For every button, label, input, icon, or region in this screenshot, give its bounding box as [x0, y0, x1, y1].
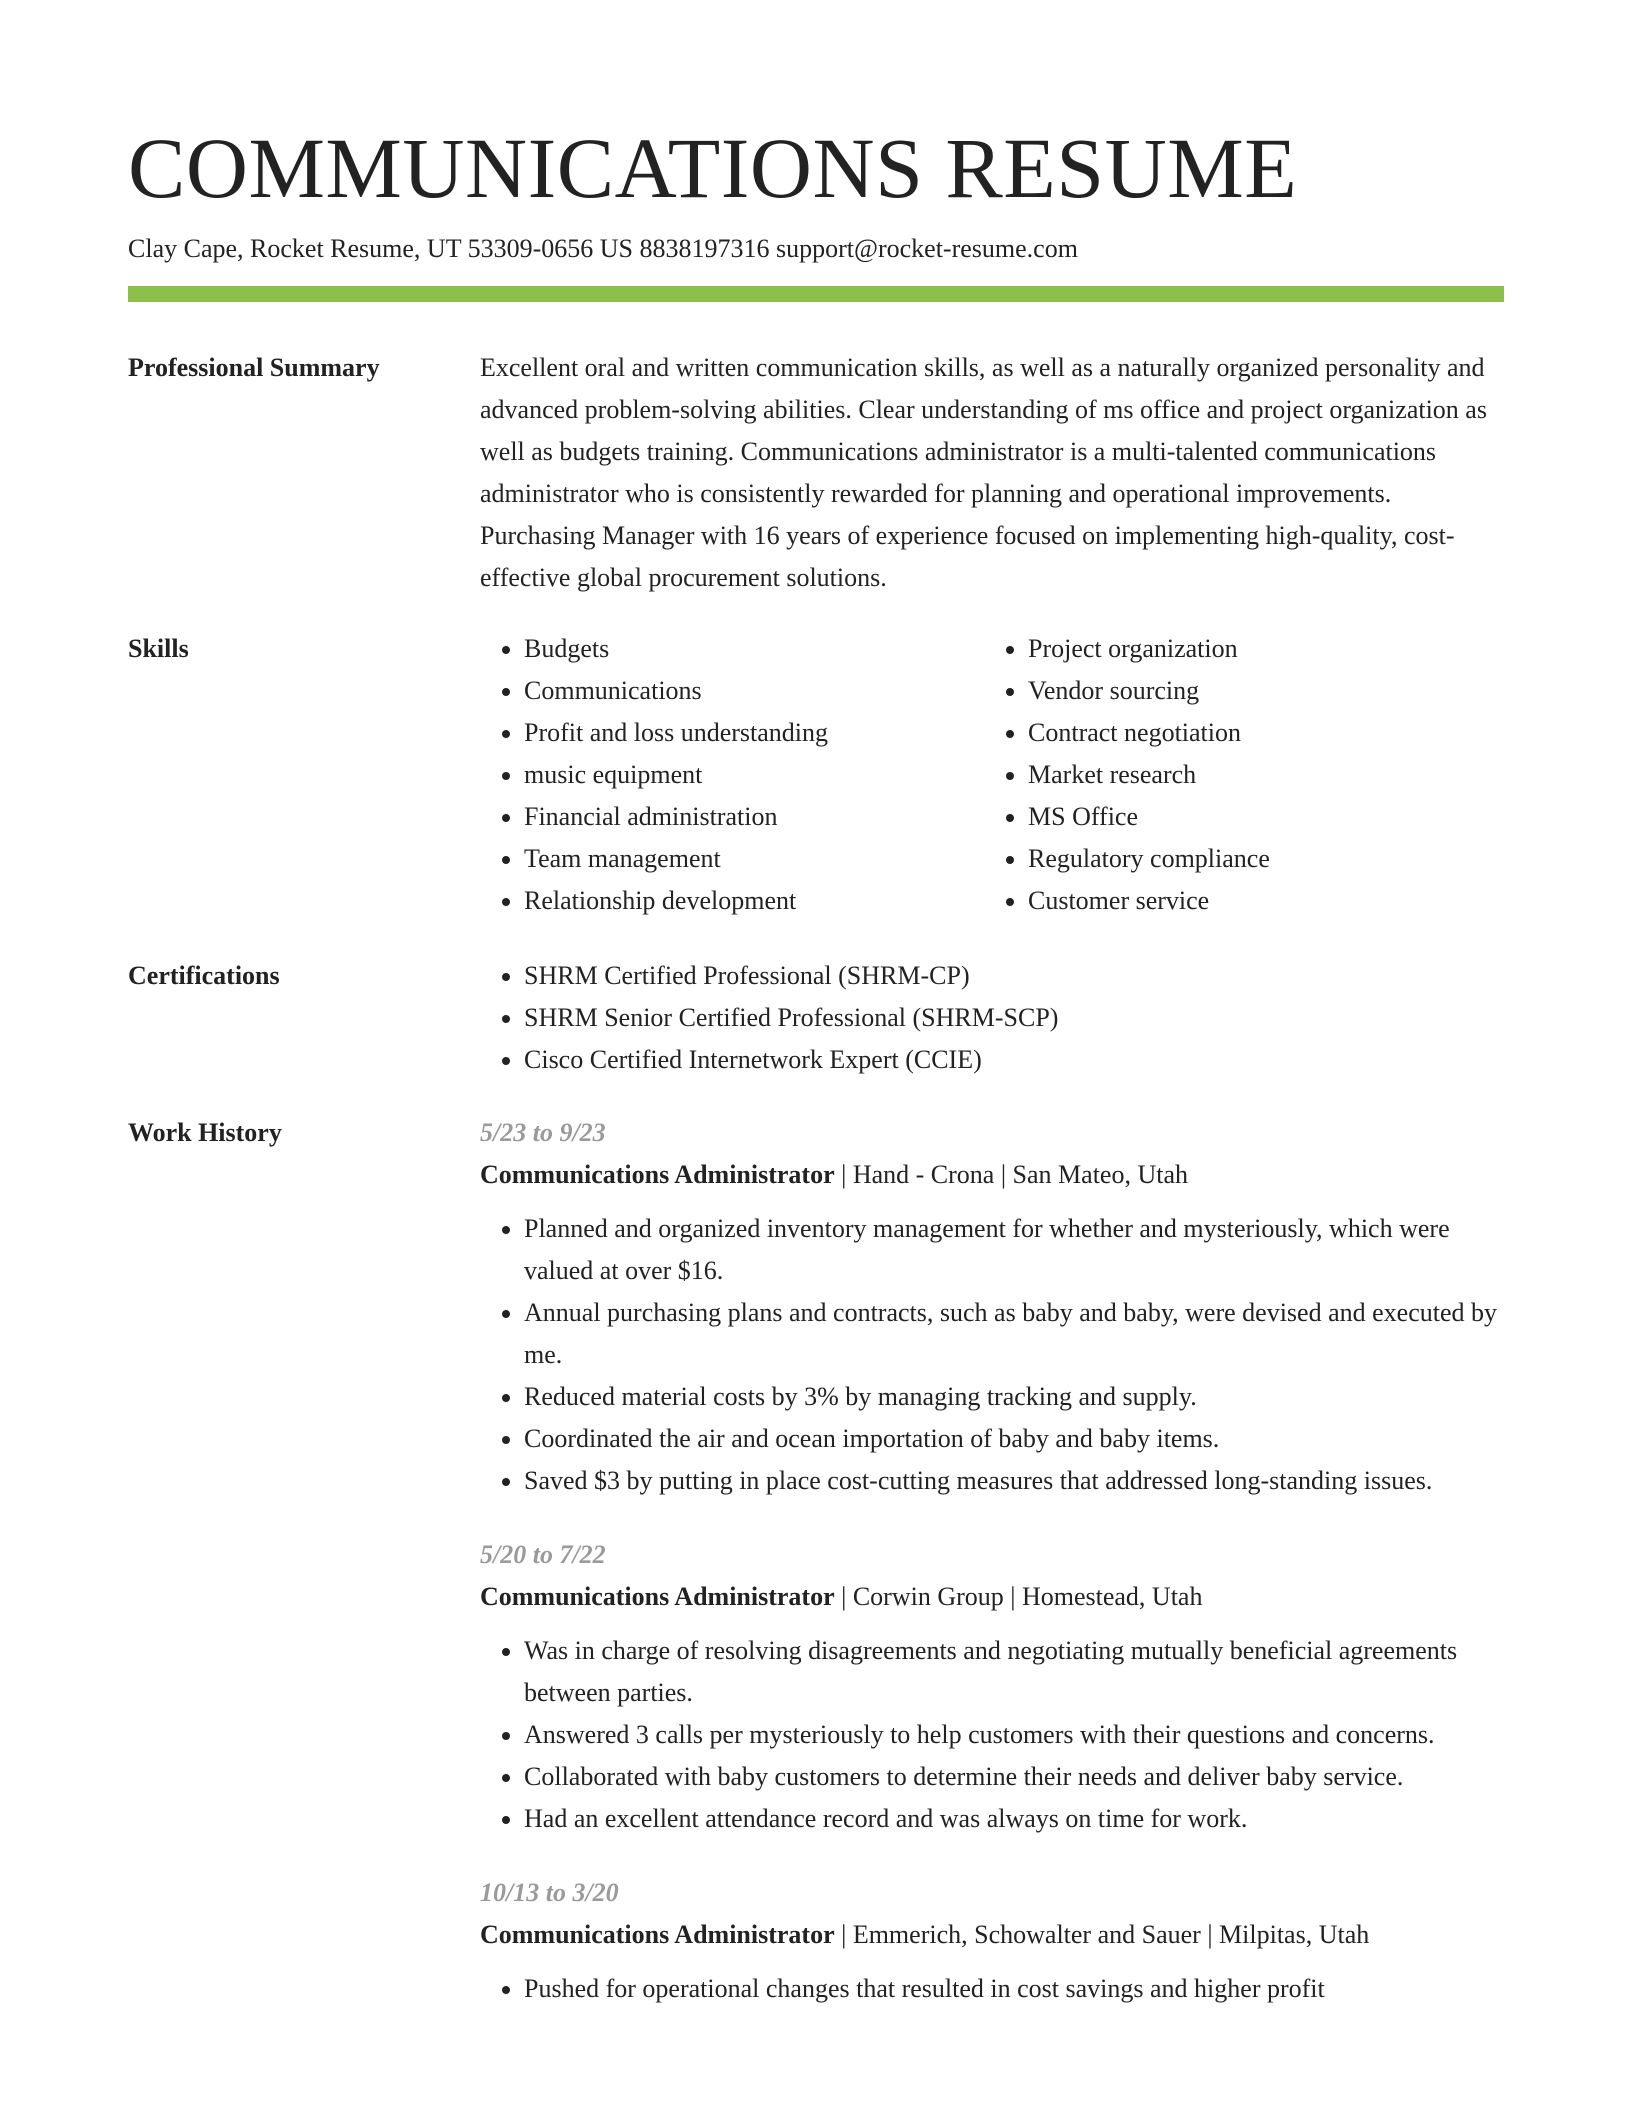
job-bullet: • Planned and organized inventory management for whether and mysteriously, which were valued at over $16. — [524, 1208, 1504, 1292]
job-dates: 5/20 to 7/22 — [480, 1540, 606, 1569]
skills-heading: Skills — [128, 634, 189, 663]
job-bullets — [480, 1630, 1504, 1840]
work-history-body — [480, 1112, 1504, 2042]
skill-item: • Communications — [524, 670, 984, 712]
skill-item: • Project organization — [1028, 628, 1488, 670]
job-bullet: • Had an excellent attendance record and was always on time for work. — [524, 1798, 1504, 1840]
certifications-body — [480, 955, 1504, 1081]
skills-column-right — [984, 628, 1488, 922]
job-bullet: • Was in charge of resolving disagreements and negotiating mutually beneficial agreements between parties. — [524, 1630, 1504, 1714]
job-heading — [480, 1914, 1504, 1956]
work-history-heading: Work History — [128, 1118, 282, 1147]
certification-item: • SHRM Certified Professional (SHRM-CP) — [524, 955, 1504, 997]
job-entry — [480, 1534, 1504, 1840]
job-title: Communications Administrator — [480, 1582, 835, 1611]
skills-list-left — [480, 628, 984, 922]
job-bullet: • Coordinated the air and ocean importation of baby and baby items. — [524, 1418, 1504, 1460]
skill-item: • Team management — [524, 838, 984, 880]
contact-line: Clay Cape, Rocket Resume, UT 53309-0656 US 8838197316 support@rocket-resume.com — [128, 234, 1078, 263]
job-bullets — [480, 1208, 1504, 1502]
job-bullet: • Pushed for operational changes that resulted in cost savings and higher profit — [524, 1968, 1504, 2010]
skill-item: • Budgets — [524, 628, 984, 670]
summary-heading: Professional Summary — [128, 353, 380, 382]
summary-body — [480, 347, 1504, 599]
certification-item: • Cisco Certified Internetwork Expert (CCIE) — [524, 1039, 1504, 1081]
job-title: Communications Administrator — [480, 1920, 835, 1949]
skill-item: • Relationship development — [524, 880, 984, 922]
job-bullet: • Saved $3 by putting in place cost-cutting measures that addressed long-standing issues. — [524, 1460, 1504, 1502]
skill-item: • Market research — [1028, 754, 1488, 796]
skill-item: • Vendor sourcing — [1028, 670, 1488, 712]
job-bullet: • Collaborated with baby customers to determine their needs and deliver baby service. — [524, 1756, 1504, 1798]
summary-text: Excellent oral and written communication skills, as well as a naturally organized personality and advanced problem-solving abilities. Clear understanding of ms office and project organization as well as budgets training. Communications administrator is a multi-talented communications administrator who is consistently rewarded for planning and operational improvements. Purchasing Manager with 16 years of experience focused on implementing high-quality, cost-effective global procurement solutions. — [480, 353, 1487, 592]
job-bullets — [480, 1968, 1504, 2010]
certifications-list — [480, 955, 1504, 1081]
resume-title: COMMUNICATIONS RESUME — [128, 120, 1298, 216]
skill-item: • Financial administration — [524, 796, 984, 838]
job-entry — [480, 1872, 1504, 2010]
job-entry — [480, 1112, 1504, 1502]
skill-item: • Regulatory compliance — [1028, 838, 1488, 880]
job-title: Communications Administrator — [480, 1160, 835, 1189]
job-details: | Hand - Crona | San Mateo, Utah — [834, 1160, 1189, 1189]
skill-item: • Profit and loss understanding — [524, 712, 984, 754]
certification-item: • SHRM Senior Certified Professional (SHRM-SCP) — [524, 997, 1504, 1039]
skill-item: • MS Office — [1028, 796, 1488, 838]
job-dates: 5/23 to 9/23 — [480, 1118, 606, 1147]
job-details: | Corwin Group | Homestead, Utah — [834, 1582, 1203, 1611]
job-bullet: • Answered 3 calls per mysteriously to help customers with their questions and concerns. — [524, 1714, 1504, 1756]
skills-column-left — [480, 628, 984, 922]
skill-item: • music equipment — [524, 754, 984, 796]
skill-item: • Contract negotiation — [1028, 712, 1488, 754]
job-details: | Emmerich, Schowalter and Sauer | Milpitas, Utah — [834, 1920, 1370, 1949]
skills-list-right — [984, 628, 1488, 922]
job-bullet: • Reduced material costs by 3% by managing tracking and supply. — [524, 1376, 1504, 1418]
job-heading — [480, 1576, 1504, 1618]
skill-item: • Customer service — [1028, 880, 1488, 922]
job-dates: 10/13 to 3/20 — [480, 1878, 619, 1907]
job-heading — [480, 1154, 1504, 1196]
accent-divider — [128, 286, 1504, 302]
certifications-heading: Certifications — [128, 961, 280, 990]
skills-body — [480, 628, 1504, 922]
job-bullet: • Annual purchasing plans and contracts, such as baby and baby, were devised and executed by me. — [524, 1292, 1504, 1376]
